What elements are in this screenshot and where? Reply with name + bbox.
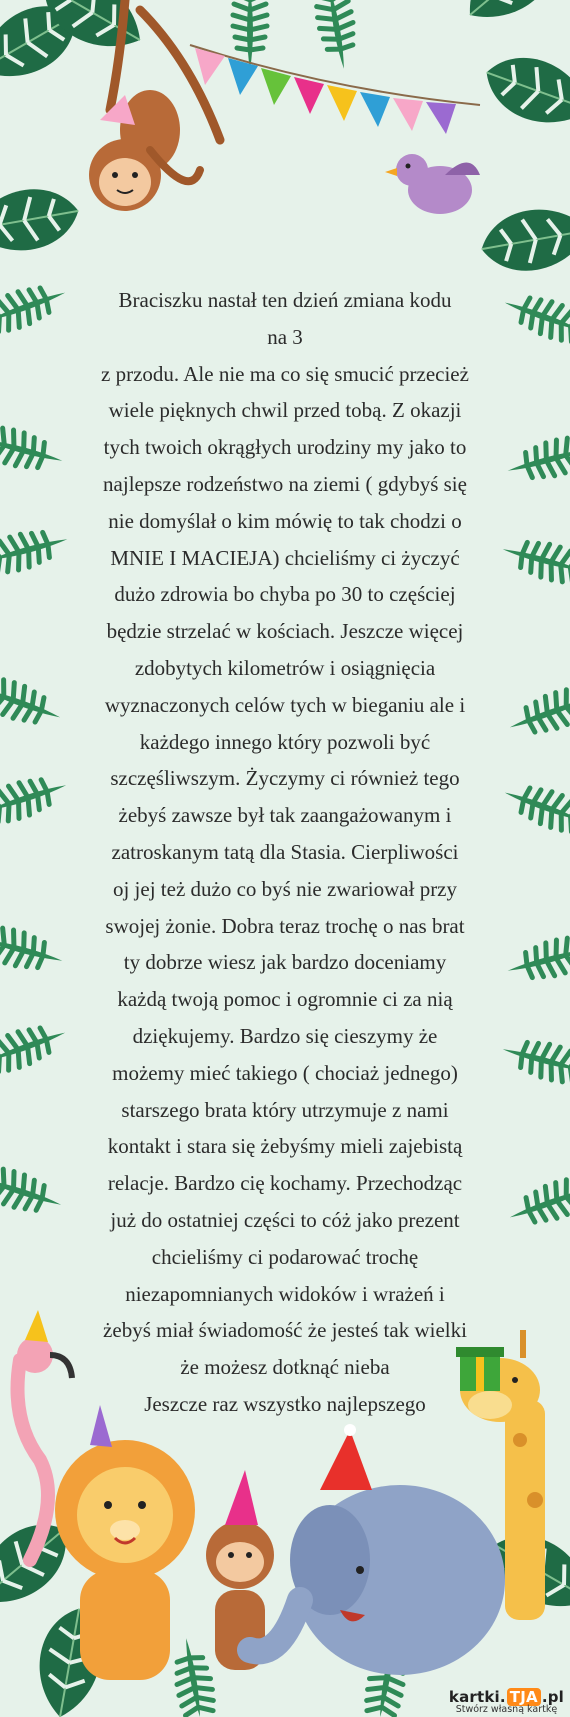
message-line: dużo zdrowia bo chyba po 30 to częściej <box>114 582 456 607</box>
message-line: Braciszku nastał ten dzień zmiana kodu <box>118 288 452 312</box>
message-line: wiele pięknych chwil przed tobą. Z okazji <box>108 398 462 423</box>
message-line: będzie strzelać w kościach. Jeszcze więcej <box>106 619 464 644</box>
message-line: żebyś miał świadomość że jesteś tak wielki <box>103 1318 467 1343</box>
message-line: dziękujemy. Bardzo się cieszymy że <box>132 1023 438 1048</box>
message-line: możemy mieć takiego ( chociaż jednego) <box>112 1060 458 1085</box>
message-line: Jeszcze raz wszystko najlepszego <box>144 1391 426 1416</box>
message-line: swojej żonie. Dobra teraz trochę o nas brat <box>105 913 465 938</box>
elephant-illustration <box>250 1424 505 1675</box>
message-line: szczęśliwszym. Życzymy ci również tego <box>110 766 460 791</box>
message-line: każdą twoją pomoc i ogromnie ci za nią <box>117 987 453 1012</box>
message-line: wyznaczonych celów tych w bieganiu ale i <box>104 692 466 717</box>
message-line: już do ostatniej części to cóż jako prezent <box>110 1207 460 1232</box>
message-line: niezapomnianych widoków i wrażeń i <box>125 1281 445 1306</box>
message-line: żebyś zawsze był tak zaangażowanym i <box>118 803 452 828</box>
message-line: relacje. Bardzo cię kochamy. Przechodząc <box>107 1171 463 1196</box>
top-leaves <box>0 0 570 279</box>
message-line: że możesz dotknąć nieba <box>180 1355 390 1380</box>
logo-brand-suffix: .pl <box>541 1688 564 1706</box>
message-line: każdego innego który pozwoli być <box>139 729 431 754</box>
message-line: MNIE I MACIEJA) chcieliśmy ci życzyć <box>110 545 460 570</box>
message-line: zatroskanym tatą dla Stasia. Cierpliwości <box>111 839 459 864</box>
bird-illustration <box>385 154 480 214</box>
message-line: kontakt i stara się żebyśmy mieli zajebistą <box>107 1134 463 1159</box>
greeting-message <box>70 282 500 1423</box>
site-logo[interactable] <box>449 1688 564 1715</box>
logo-badge: TJA <box>507 1688 541 1706</box>
right-leaves <box>498 287 570 1234</box>
logo-tagline: Stwórz własną kartkę <box>455 1704 558 1715</box>
message-line: chcieliśmy ci podarować trochę <box>151 1244 419 1269</box>
left-leaves <box>0 277 72 1221</box>
message-line: najlepsze rodzeństwo na ziemi ( gdybyś się <box>103 471 467 496</box>
message-line: ty dobrze wiesz jak bardzo doceniamy <box>123 950 447 975</box>
bunting <box>190 45 480 134</box>
message-line: nie domyślał o kim mówię to tak chodzi o <box>108 508 462 533</box>
message-line: oj jej też dużo co byś nie zwariował przy <box>112 876 458 901</box>
logo-brand-prefix: kartki. <box>448 1688 506 1706</box>
message-line: na 3 <box>267 324 303 349</box>
message-line: z przodu. Ale nie ma co się smucić przecież <box>101 361 469 386</box>
message-line: starszego brata który utrzymuje z nami <box>121 1097 449 1122</box>
message-line: zdobytych kilometrów i osiągnięcia <box>134 655 436 680</box>
message-line: tych twoich okrągłych urodziny my jako to <box>103 435 467 460</box>
